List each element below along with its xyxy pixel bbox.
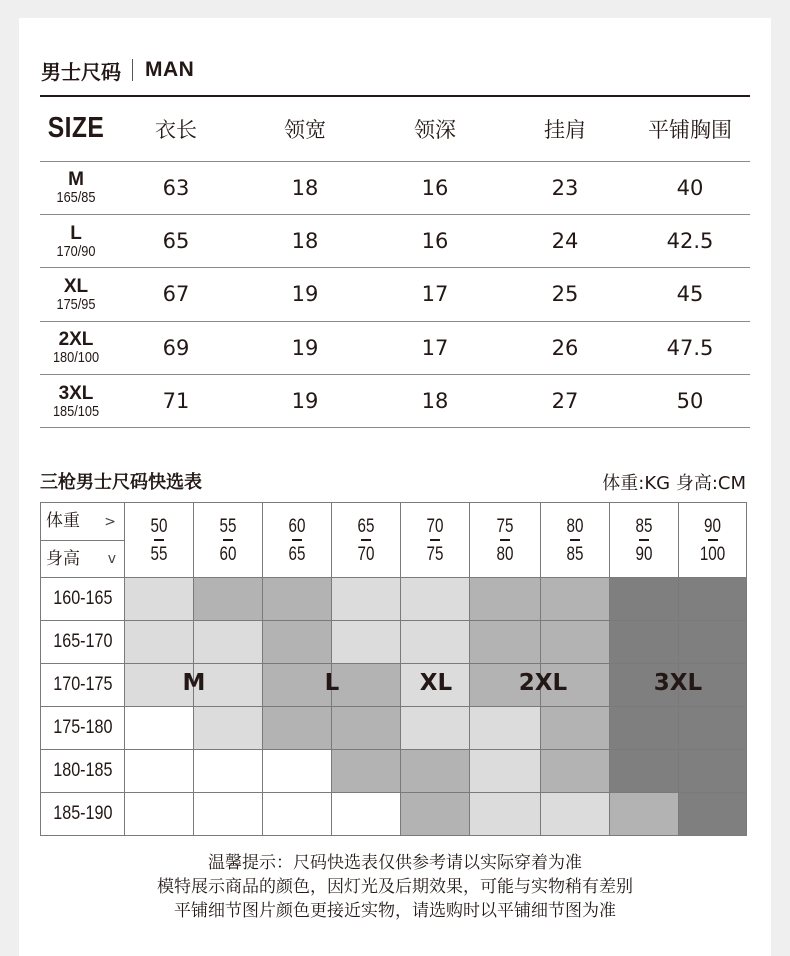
size-zone-cell xyxy=(401,707,470,750)
size-code: M xyxy=(68,169,84,191)
height-range-label xyxy=(41,664,125,707)
size-zone-cell xyxy=(263,750,332,793)
weight-min: 55 xyxy=(219,515,237,537)
size-zone-cell xyxy=(401,750,470,793)
height-axis-label xyxy=(41,540,124,577)
size-zone-cell xyxy=(470,750,541,793)
size-code: 3XL xyxy=(58,382,94,404)
size-height-chest: 180/100 xyxy=(52,349,100,367)
height-row xyxy=(41,750,747,793)
size-label-cell xyxy=(40,321,112,374)
size-zone-cell xyxy=(125,578,194,621)
size-zone-cell xyxy=(610,621,679,664)
size-zone-cell xyxy=(332,707,401,750)
chooser-title: 三枪男士尺码快选表 xyxy=(40,472,202,493)
weight-range-header xyxy=(263,503,332,578)
height-range-text: 180-185 xyxy=(52,760,113,781)
size-label-cell xyxy=(40,161,112,214)
measurement-cell: 26 xyxy=(500,321,630,374)
measurement-cell: 19 xyxy=(240,321,370,374)
weight-min: 60 xyxy=(288,515,306,537)
range-dash xyxy=(292,539,302,541)
weight-range-header xyxy=(194,503,263,578)
size-table-header xyxy=(40,97,750,161)
size-zone-cell xyxy=(541,793,610,836)
weight-range-header xyxy=(401,503,470,578)
size-zone-cell xyxy=(401,621,470,664)
weight-range-header xyxy=(470,503,541,578)
height-range-label xyxy=(41,793,125,836)
height-range-text: 165-170 xyxy=(52,631,113,652)
weight-max: 65 xyxy=(288,543,306,565)
collar-depth-column-header: 领深 xyxy=(370,97,500,161)
range-dash xyxy=(430,539,440,541)
size-tag-2xl: 2XL xyxy=(518,670,568,696)
weight-min: 75 xyxy=(496,515,514,537)
size-chooser-grid xyxy=(40,502,747,836)
range-dash xyxy=(708,539,718,541)
size-zone-cell xyxy=(610,578,679,621)
range-dash xyxy=(500,539,510,541)
size-tag-xl: XL xyxy=(419,670,453,696)
size-height-chest: 165/85 xyxy=(56,189,96,207)
armhole-column-header: 挂肩 xyxy=(500,97,630,161)
height-row xyxy=(41,793,747,836)
measurement-cell: 17 xyxy=(370,321,500,374)
size-code: L xyxy=(70,222,82,244)
size-zone-cell xyxy=(470,793,541,836)
size-row xyxy=(40,321,750,374)
measurement-cell: 16 xyxy=(370,161,500,214)
weight-max: 55 xyxy=(150,543,168,565)
size-zone-cell xyxy=(679,750,747,793)
size-zone-cell xyxy=(470,707,541,750)
size-label-cell xyxy=(40,268,112,321)
size-tag-l: L xyxy=(324,670,340,696)
size-zone-cell xyxy=(679,707,747,750)
size-zone-cell xyxy=(541,750,610,793)
chest-column-header: 平铺胸围 xyxy=(630,97,750,161)
size-chooser-body xyxy=(41,578,747,836)
down-arrow-icon: v xyxy=(107,551,116,567)
size-zone-cell xyxy=(332,793,401,836)
size-height-chest: 170/90 xyxy=(56,242,96,260)
range-dash xyxy=(223,539,233,541)
weight-label: 体重 xyxy=(46,511,80,531)
title-divider xyxy=(132,59,133,81)
size-tag-m: M xyxy=(182,670,206,696)
size-zone-cell xyxy=(401,578,470,621)
weight-range-header xyxy=(332,503,401,578)
range-dash xyxy=(154,539,164,541)
weight-axis-label xyxy=(41,503,124,540)
size-zone-cell xyxy=(263,664,332,707)
weight-max: 80 xyxy=(496,543,514,565)
height-range-text: 185-190 xyxy=(52,803,113,824)
height-range-text: 170-175 xyxy=(52,674,113,695)
size-zone-cell xyxy=(263,578,332,621)
title-en: MAN xyxy=(145,58,195,81)
height-row xyxy=(41,621,747,664)
size-zone-cell xyxy=(332,750,401,793)
height-row xyxy=(41,664,747,707)
weight-max: 100 xyxy=(699,543,726,565)
measurement-cell: 16 xyxy=(370,214,500,267)
size-zone-cell xyxy=(679,793,747,836)
measurement-cell: 40 xyxy=(630,161,750,214)
size-label-cell xyxy=(40,214,112,267)
size-zone-cell xyxy=(125,793,194,836)
weight-min: 65 xyxy=(357,515,375,537)
measurement-cell: 19 xyxy=(240,375,370,428)
measurement-cell: 71 xyxy=(112,375,240,428)
size-zone-cell xyxy=(194,793,263,836)
size-row xyxy=(40,375,750,428)
size-zone-cell xyxy=(263,621,332,664)
height-range-label xyxy=(41,750,125,793)
size-table xyxy=(40,97,750,428)
size-code: 2XL xyxy=(58,329,94,351)
measurement-cell: 17 xyxy=(370,268,500,321)
measurement-cell: 18 xyxy=(240,214,370,267)
weight-header-row xyxy=(41,503,747,578)
collar-width-column-header: 领宽 xyxy=(240,97,370,161)
range-dash xyxy=(361,539,371,541)
size-row xyxy=(40,161,750,214)
height-range-text: 160-165 xyxy=(52,588,113,609)
weight-max: 85 xyxy=(566,543,584,565)
size-zone-cell xyxy=(125,707,194,750)
chooser-unit-note: 体重:KG 身高:CM xyxy=(602,473,746,494)
size-zone-cell xyxy=(332,664,401,707)
size-zone-cell xyxy=(679,578,747,621)
height-row xyxy=(41,707,747,750)
measurement-cell: 18 xyxy=(370,375,500,428)
size-zone-cell xyxy=(263,793,332,836)
weight-range-header xyxy=(541,503,610,578)
weight-max: 90 xyxy=(635,543,653,565)
range-dash xyxy=(570,539,580,541)
size-zone-cell xyxy=(194,578,263,621)
range-dash xyxy=(639,539,649,541)
measurement-cell: 65 xyxy=(112,214,240,267)
size-zone-cell xyxy=(610,750,679,793)
size-zone-cell xyxy=(263,707,332,750)
size-table-body xyxy=(40,161,750,428)
measurement-cell: 69 xyxy=(112,321,240,374)
size-zone-cell xyxy=(610,707,679,750)
weight-min: 70 xyxy=(426,515,444,537)
weight-max: 75 xyxy=(426,543,444,565)
size-zone-cell xyxy=(470,578,541,621)
measurement-cell: 63 xyxy=(112,161,240,214)
size-code: XL xyxy=(63,275,89,297)
size-zone-cell xyxy=(541,707,610,750)
height-range-label xyxy=(41,578,125,621)
size-zone-cell xyxy=(194,621,263,664)
height-range-text: 175-180 xyxy=(52,717,113,738)
weight-min: 90 xyxy=(704,515,721,537)
size-zone-cell xyxy=(541,621,610,664)
weight-range-header xyxy=(610,503,679,578)
size-zone-cell xyxy=(679,621,747,664)
measurement-cell: 23 xyxy=(500,161,630,214)
weight-max: 70 xyxy=(357,543,375,565)
weight-min: 80 xyxy=(566,515,584,537)
measurement-cell: 45 xyxy=(630,268,750,321)
size-zone-cell xyxy=(541,578,610,621)
size-zone-cell xyxy=(194,750,263,793)
measurement-cell: 50 xyxy=(630,375,750,428)
measurement-cell: 27 xyxy=(500,375,630,428)
length-column-header: 衣长 xyxy=(112,97,240,161)
axis-corner xyxy=(41,503,125,578)
measurement-cell: 18 xyxy=(240,161,370,214)
height-range-label xyxy=(41,707,125,750)
weight-range-header xyxy=(125,503,194,578)
size-row xyxy=(40,214,750,267)
size-zone-cell xyxy=(401,793,470,836)
size-label-cell xyxy=(40,375,112,428)
size-zone-cell xyxy=(332,578,401,621)
size-zone-cell xyxy=(610,793,679,836)
size-zone-cell xyxy=(332,621,401,664)
notes xyxy=(0,851,790,923)
weight-range-header xyxy=(679,503,747,578)
height-range-label xyxy=(41,621,125,664)
size-zone-cell xyxy=(194,707,263,750)
size-zone-cell xyxy=(125,621,194,664)
note-line: 模特展示商品的颜色，因灯光及后期效果，可能与实物稍有差别 xyxy=(157,877,633,897)
height-row xyxy=(41,578,747,621)
measurement-cell: 42.5 xyxy=(630,214,750,267)
weight-min: 50 xyxy=(150,515,168,537)
size-height-chest: 185/105 xyxy=(52,402,100,420)
weight-min: 85 xyxy=(635,515,653,537)
size-zone-cell xyxy=(125,750,194,793)
measurement-cell: 24 xyxy=(500,214,630,267)
size-column-header: SIZE xyxy=(45,97,106,161)
measurement-cell: 47.5 xyxy=(630,321,750,374)
measurement-cell: 19 xyxy=(240,268,370,321)
measurement-cell: 67 xyxy=(112,268,240,321)
note-line: 平铺细节图片颜色更接近实物，请选购时以平铺细节图为准 xyxy=(174,901,616,921)
size-zone-cell xyxy=(470,621,541,664)
height-label: 身高 xyxy=(46,548,80,569)
size-row xyxy=(40,268,750,321)
size-tag-3xl: 3XL xyxy=(653,670,703,696)
section-title xyxy=(41,56,194,84)
measurement-cell: 25 xyxy=(500,268,630,321)
size-height-chest: 175/95 xyxy=(56,295,96,313)
right-arrow-icon: > xyxy=(104,513,116,530)
title-cn: 男士尺码 xyxy=(41,59,121,84)
weight-max: 60 xyxy=(219,543,237,565)
note-line: 温馨提示：尺码快选表仅供参考请以实际穿着为准 xyxy=(208,853,582,873)
